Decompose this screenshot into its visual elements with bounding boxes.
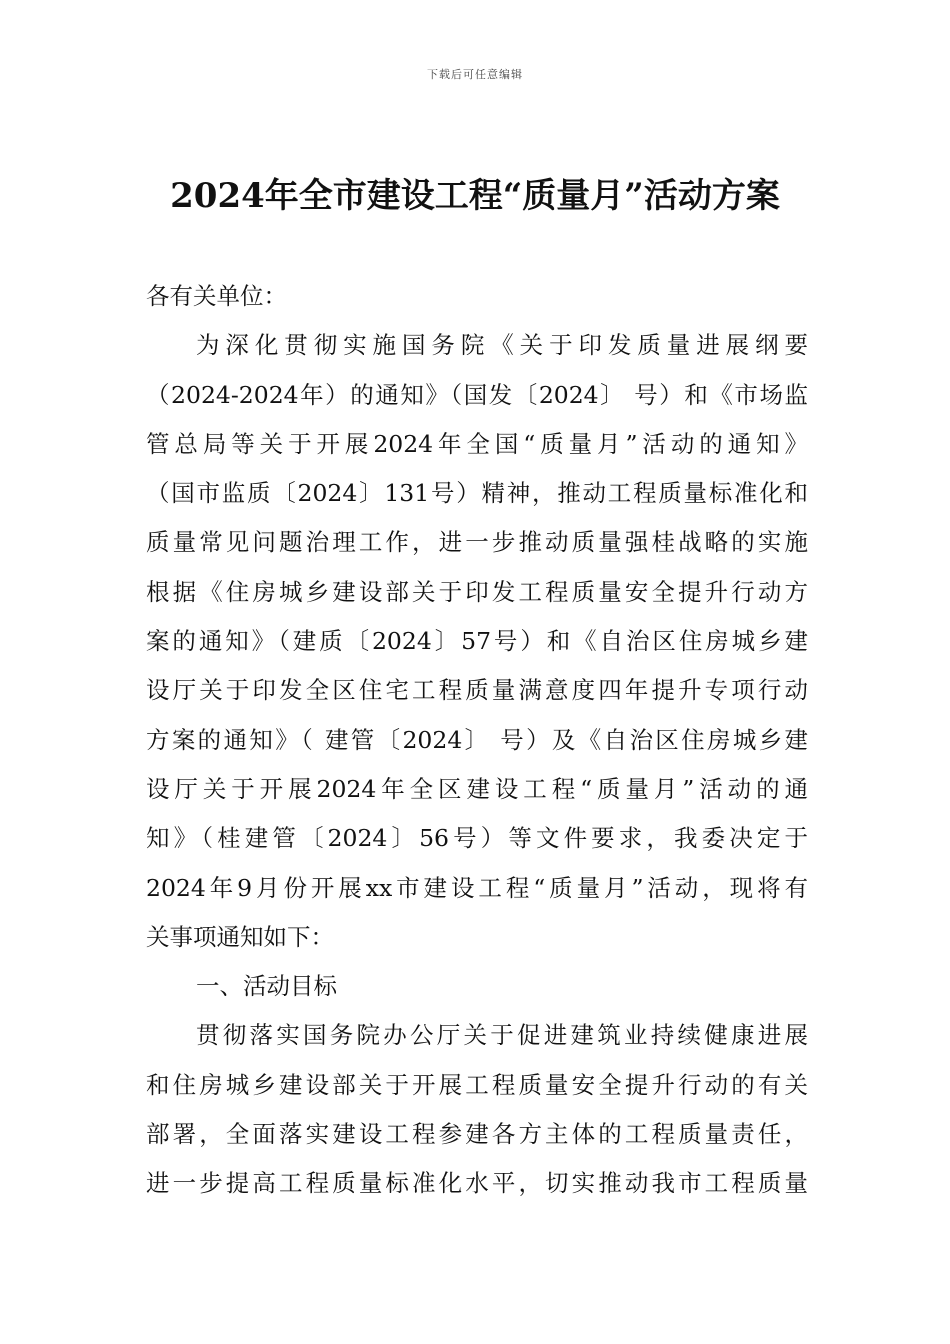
paragraph-line: 贯彻落实国务院办公厅关于促进建筑业持续健康进展 [196, 1021, 808, 1050]
paragraph-line: 为深化贯彻实施国务院《关于印发质量进展纲要 [196, 331, 808, 360]
paragraph-line: 部署，全面落实建设工程参建各方主体的工程质量责任， [146, 1120, 808, 1149]
paragraph-line: 管总局等关于开展2024年全国“质量月”活动的通知》 [146, 429, 808, 458]
paragraph-line: 设厅关于开展2024年全区建设工程“质量月”活动的通 [146, 774, 808, 803]
paragraph-line: 方案的通知》（ 建管〔2024〕 号）及《自治区住房城乡建 [146, 725, 808, 754]
paragraph-line: 和住房城乡建设部关于开展工程质量安全提升行动的有关 [146, 1070, 808, 1099]
header-note: 下载后可任意编辑 [427, 68, 523, 81]
paragraph-line: 关事项通知如下： [146, 922, 334, 951]
paragraph-line: （国市监质〔2024〕131号）精神，推动工程质量标准化和 [146, 479, 808, 508]
paragraph-line: 根据《住房城乡建设部关于印发工程质量安全提升行动方 [146, 577, 808, 606]
paragraph-line: 质量常见问题治理工作，进一步推动质量强桂战略的实施 [146, 528, 808, 557]
document-body [146, 272, 808, 1209]
paragraph-line: （2024-2024年）的通知》（国发〔2024〕 号）和《市场监 [146, 380, 808, 409]
document-title: 2024年全市建设工程“质量月”活动方案 [170, 176, 780, 216]
paragraph-line: 设厅关于印发全区住宅工程质量满意度四年提升专项行动 [146, 676, 808, 705]
paragraph-line: 进一步提高工程质量标准化水平，切实推动我市工程质量 [146, 1169, 808, 1198]
paragraph-line: 2024年9月份开展xx市建设工程“质量月”活动，现将有 [146, 873, 808, 902]
paragraph-line: 知》（桂建管〔2024〕56号）等文件要求，我委决定于 [146, 824, 808, 853]
salutation-line: 各有关单位： [146, 282, 287, 310]
paragraph-line: 案的通知》（建质〔2024〕57号）和《自治区住房城乡建 [146, 627, 808, 656]
section-heading: 一、活动目标 [196, 972, 337, 1001]
